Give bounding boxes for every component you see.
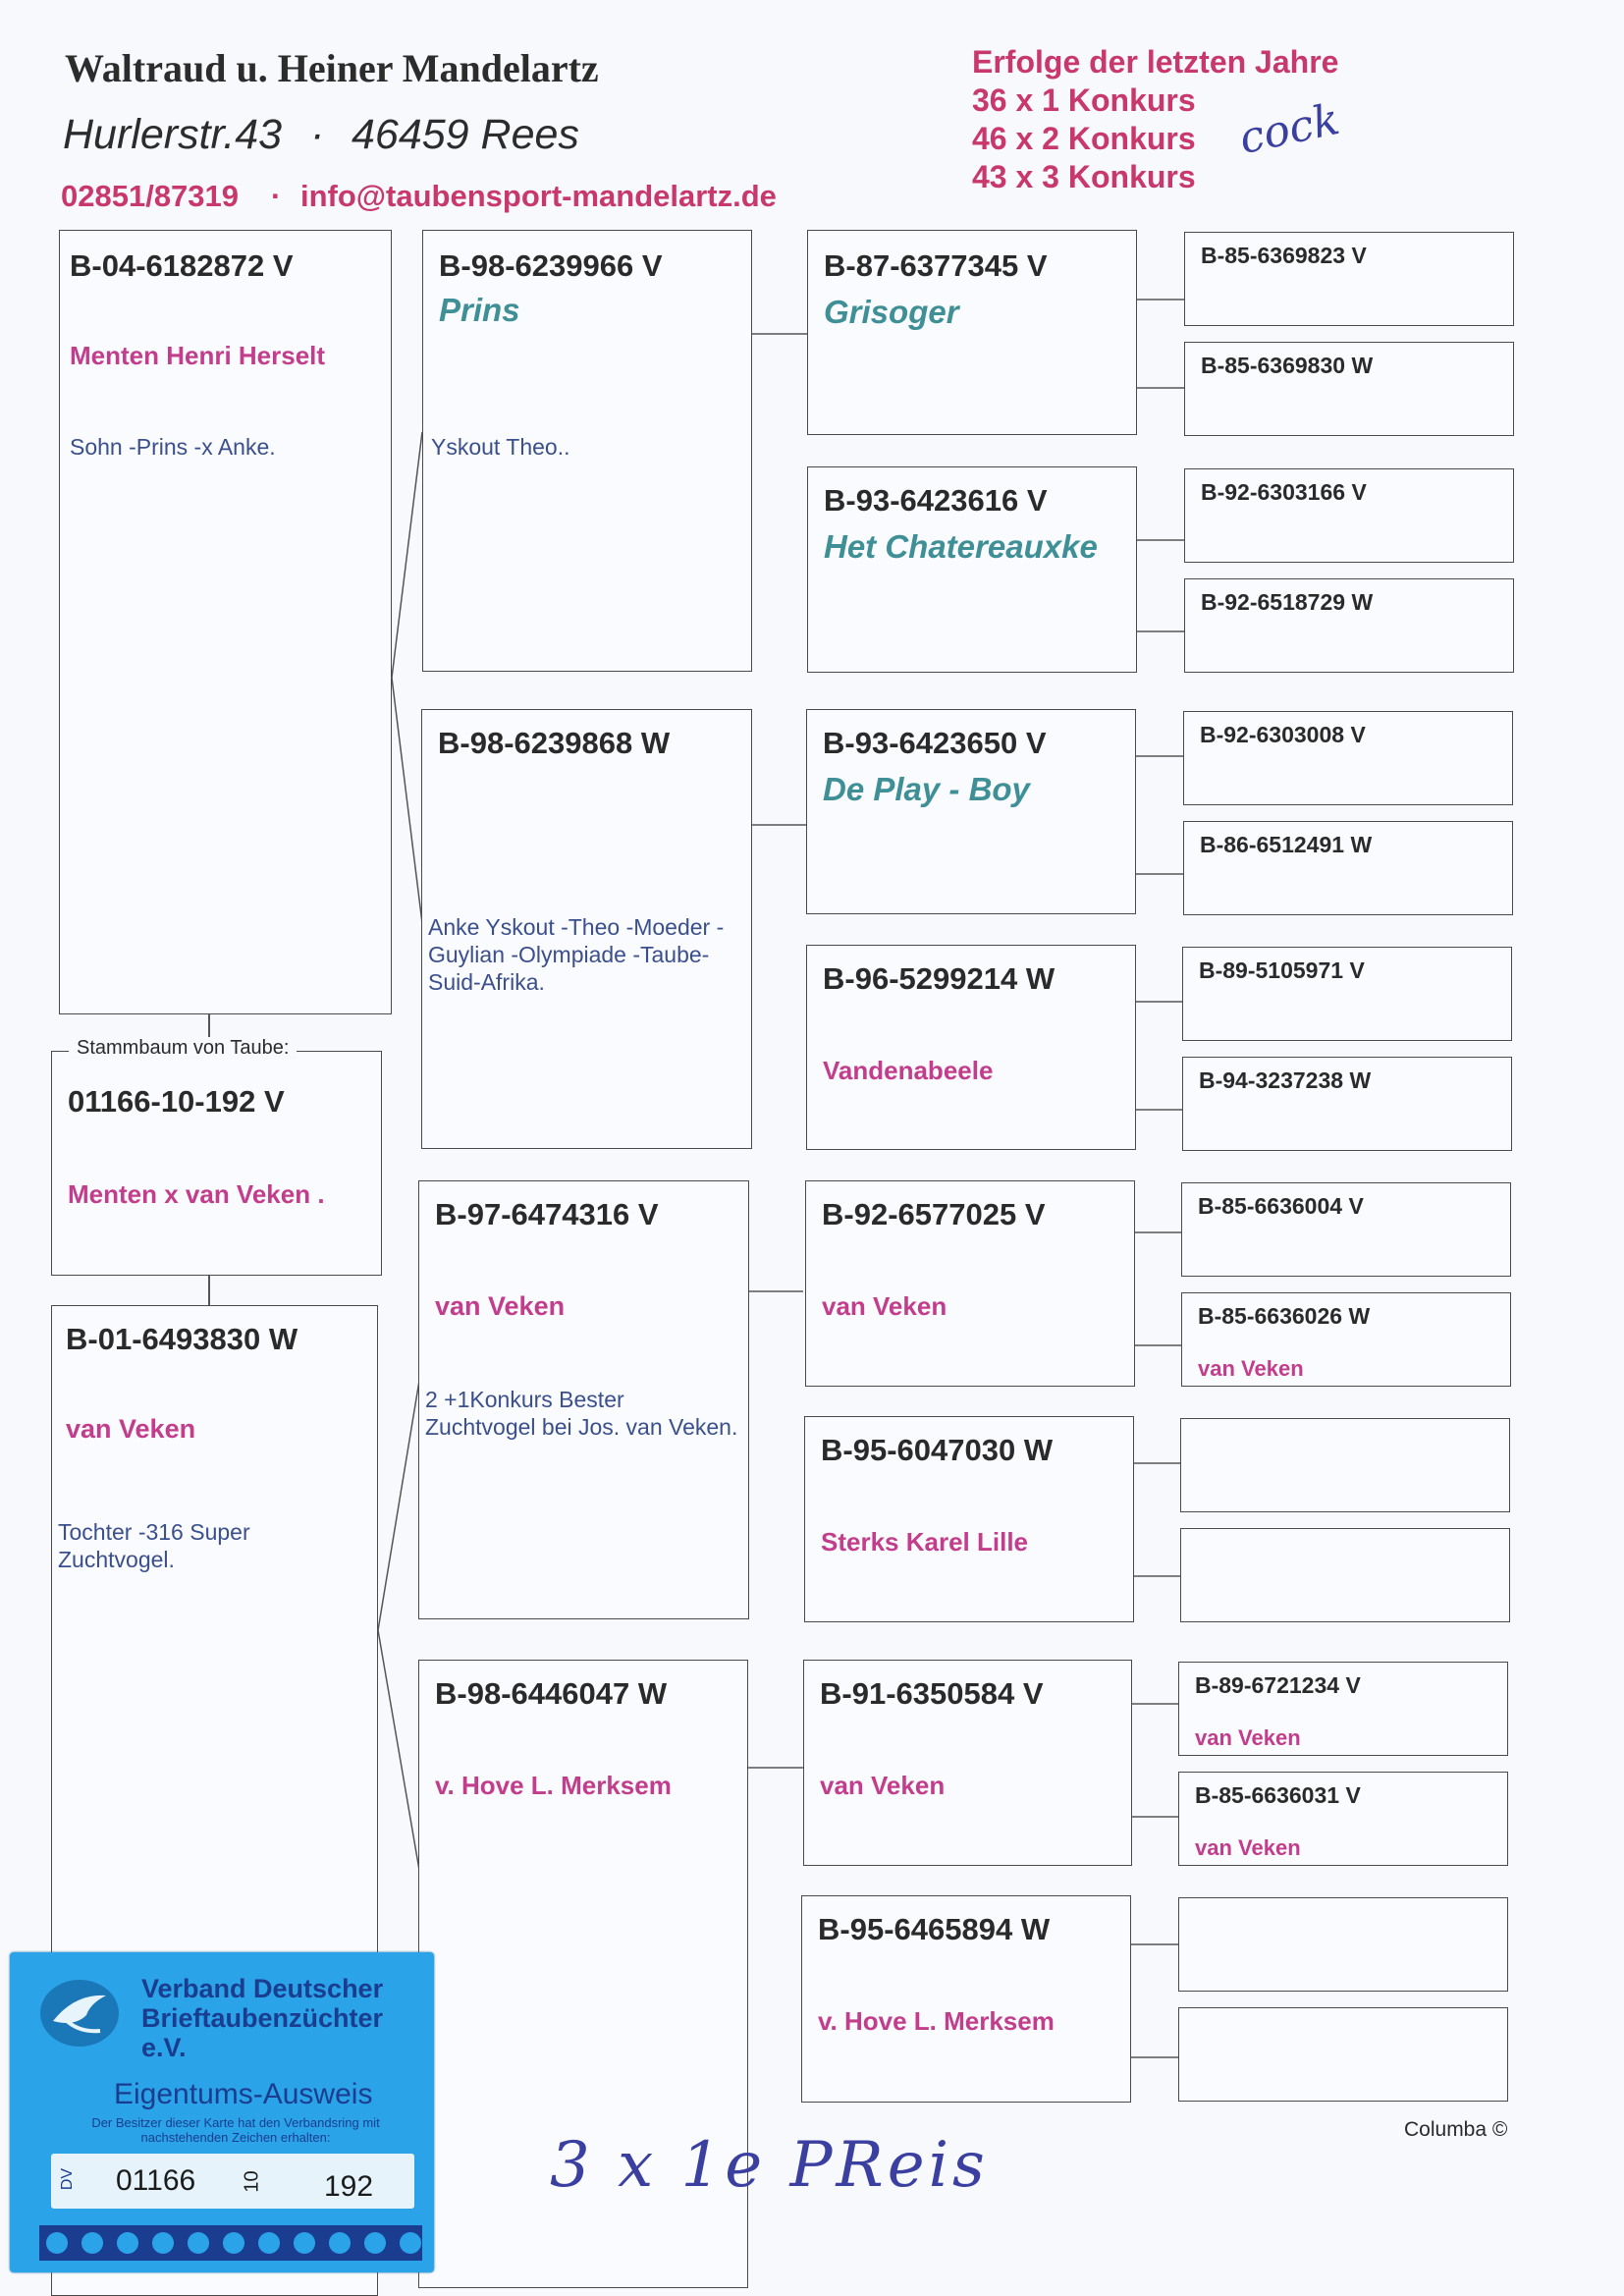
gen4-box-5 (1183, 711, 1513, 805)
sire-note: Sohn -Prins -x Anke. (70, 434, 276, 460)
gen2-name: van Veken (435, 1291, 566, 1321)
dam-name: van Veken (66, 1414, 196, 1444)
gen3-name: Het Chatereauxke (824, 528, 1098, 565)
gen2-box-1 (422, 230, 752, 672)
gen4-ring: B-89-5105971 V (1199, 957, 1365, 983)
breeder-name: Waltraud u. Heiner Mandelartz (65, 46, 599, 90)
sire-ring: B-04-6182872 V (70, 248, 294, 283)
gen4-ring: B-92-6518729 W (1201, 589, 1374, 615)
gen3-name: van Veken (820, 1771, 946, 1800)
gen4-ring: B-85-6636004 V (1198, 1193, 1364, 1219)
gen3-box-8 (801, 1895, 1131, 2103)
gen3-box-1 (807, 230, 1137, 435)
contact-separator: · (271, 179, 282, 213)
gen4-box-15 (1178, 1897, 1508, 1992)
dove-logo-icon (35, 1974, 124, 2052)
gen3-box-6 (804, 1416, 1134, 1622)
ownership-card (10, 1952, 434, 2272)
gen3-box-4 (806, 945, 1136, 1150)
card-number: 01166 (116, 2164, 196, 2197)
gen4-box-7 (1182, 947, 1512, 1041)
gen4-name: van Veken (1198, 1356, 1304, 1381)
gen3-box-3 (806, 709, 1136, 914)
gen3-ring: B-93-6423650 V (823, 726, 1047, 760)
gen2-note: 2 +1Konkurs Bester Zuchtvogel bei Jos. van Veken. (425, 1387, 738, 1440)
gen4-ring: B-92-6303166 V (1201, 479, 1367, 505)
gen4-box-8 (1182, 1057, 1512, 1151)
subject-ring: 01166-10-192 V (68, 1084, 285, 1119)
gen3-box-5 (805, 1180, 1135, 1387)
gen4-name: van Veken (1195, 1725, 1301, 1750)
address-separator: · (310, 111, 325, 158)
gen3-box-2 (807, 466, 1137, 673)
subject-name: Menten x van Veken . (68, 1179, 325, 1209)
card-title: Eigentums-Ausweis (114, 2078, 373, 2110)
card-org-line-2: Brieftaubenzüchter e.V. (141, 2003, 384, 2062)
gen4-box-2 (1184, 342, 1514, 436)
gen3-name: De Play - Boy (823, 771, 1030, 807)
gen3-name: Sterks Karel Lille (821, 1527, 1028, 1557)
gen3-name: Grisoger (824, 294, 959, 330)
card-ornament-border (39, 2225, 422, 2261)
sire-box (59, 230, 392, 1014)
gen2-name: Prins (439, 292, 520, 328)
successes-line-3: 43 x 3 Konkurs (972, 159, 1196, 194)
gen3-ring: B-87-6377345 V (824, 248, 1048, 283)
gen4-box-4 (1184, 578, 1514, 673)
gen4-ring: B-85-6636031 V (1195, 1782, 1361, 1808)
gen4-box-11 (1180, 1418, 1510, 1512)
email-address: info@taubensport-mandelartz.de (300, 179, 777, 213)
card-organization (141, 1974, 434, 2062)
gen4-ring: B-85-6369830 W (1201, 353, 1374, 378)
card-org-line-1: Verband Deutscher (141, 1974, 384, 2003)
pedigree-caption: Stammbaum von Taube: (69, 1037, 297, 1060)
card-ring-number: 192 (324, 2170, 374, 2203)
successes-title: Erfolge der letzten Jahre (972, 44, 1339, 80)
dam-note: Tochter -316 Super Zuchtvogel. (58, 1519, 250, 1572)
gen3-box-7 (803, 1660, 1132, 1866)
gen3-ring: B-91-6350584 V (820, 1676, 1044, 1711)
subject-box (51, 1051, 382, 1276)
card-year: 10 (241, 2170, 263, 2193)
gen3-ring: B-96-5299214 W (823, 961, 1056, 996)
successes-line-2: 46 x 2 Konkurs (972, 121, 1196, 156)
gen3-ring: B-93-6423616 V (824, 483, 1048, 518)
phone-number: 02851/87319 (61, 179, 240, 213)
gen2-ring: B-97-6474316 V (435, 1197, 659, 1231)
gen2-box-2 (421, 709, 752, 1149)
gen2-name: v. Hove L. Merksem (435, 1771, 672, 1800)
gen4-box-13 (1178, 1662, 1508, 1756)
dam-ring: B-01-6493830 W (66, 1322, 298, 1356)
gen4-box-3 (1184, 468, 1514, 563)
gen3-ring: B-95-6047030 W (821, 1433, 1054, 1467)
card-subtitle: Der Besitzer dieser Karte hat den Verbandsring mit nachstehenden Zeichen erhalten: (91, 2115, 380, 2145)
successes-line-1: 36 x 1 Konkurs (972, 82, 1196, 118)
gen4-box-10 (1181, 1292, 1511, 1387)
gen3-name: Vandenabeele (823, 1056, 994, 1085)
copyright: Columba © (1404, 2118, 1508, 2141)
gen3-ring: B-95-6465894 W (818, 1912, 1051, 1946)
gen4-ring: B-85-6369823 V (1201, 243, 1367, 268)
gen4-box-14 (1178, 1772, 1508, 1866)
gen3-name: van Veken (822, 1291, 947, 1321)
gen3-ring: B-92-6577025 V (822, 1197, 1046, 1231)
gen2-note: Yskout Theo.. (431, 434, 570, 460)
gen4-ring: B-94-3237238 W (1199, 1067, 1372, 1093)
gen2-box-3 (418, 1180, 749, 1619)
city: 46459 Rees (352, 111, 579, 158)
gen2-ring: B-98-6239966 V (439, 248, 663, 283)
gen3-name: v. Hove L. Merksem (818, 2006, 1055, 2036)
gen4-box-16 (1178, 2007, 1508, 2102)
gen2-ring: B-98-6239868 W (438, 726, 671, 760)
handwritten-cock: cock (1234, 93, 1344, 165)
gen4-ring: B-86-6512491 W (1200, 832, 1373, 857)
gen4-name: van Veken (1195, 1835, 1301, 1860)
gen2-ring: B-98-6446047 W (435, 1676, 668, 1711)
gen4-ring: B-85-6636026 W (1198, 1303, 1371, 1329)
sire-name: Menten Henri Herselt (70, 341, 326, 370)
handwritten-prize-note: 3 x 1e PReis (550, 2129, 989, 2202)
gen4-ring: B-92-6303008 V (1200, 722, 1366, 747)
gen4-box-9 (1181, 1182, 1511, 1277)
gen4-box-1 (1184, 232, 1514, 326)
gen4-box-12 (1180, 1528, 1510, 1622)
street-address: Hurlerstr.43 (63, 111, 283, 158)
gen2-note: Anke Yskout -Theo -Moeder -Guylian -Olympiade -Taube-Suid-Afrika. (428, 914, 725, 995)
gen4-box-6 (1183, 821, 1513, 915)
gen4-ring: B-89-6721234 V (1195, 1672, 1361, 1698)
card-dv-label: DV (59, 2167, 77, 2191)
